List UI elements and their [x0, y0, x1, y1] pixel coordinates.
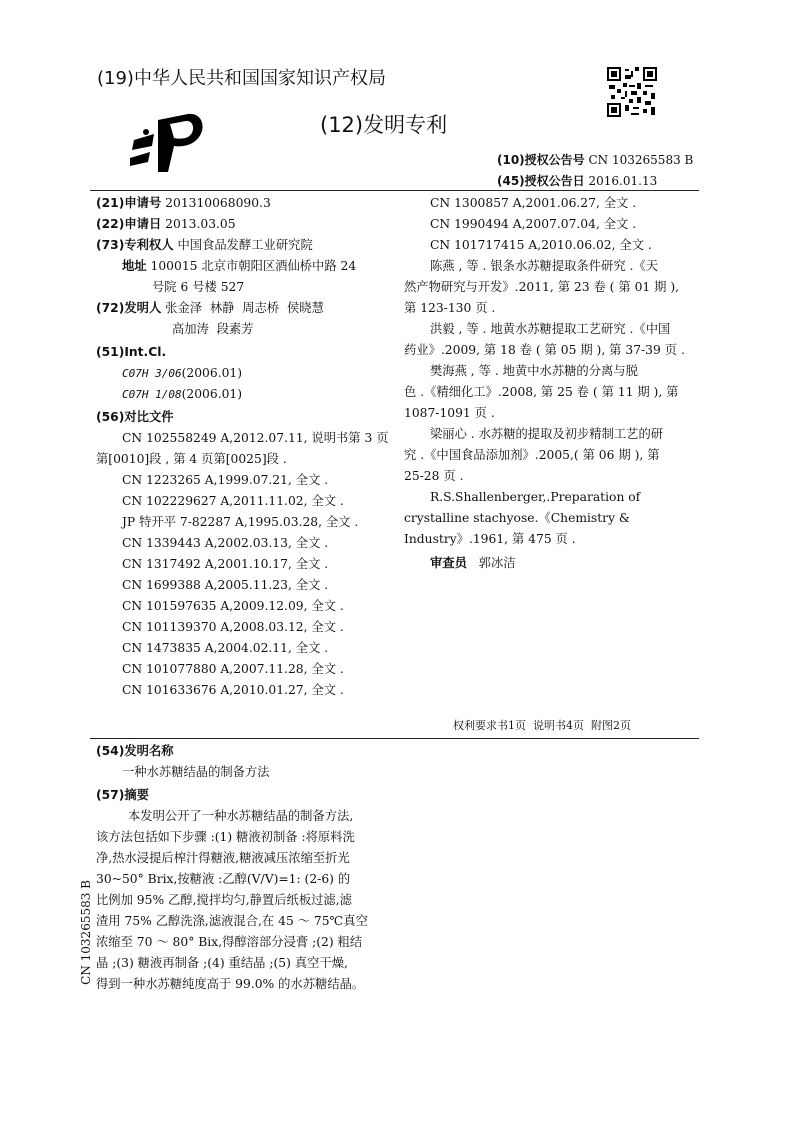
- ref-item: 梁丽心 . 水苏糖的提取及初步精制工艺的研: [430, 427, 664, 441]
- ref-item: CN 1473835 A,2004.02.11, 全文 .: [122, 641, 329, 655]
- pub-date-label: (45)授权公告日: [497, 174, 585, 188]
- ref-item: CN 102558249 A,2012.07.11, 说明书第 3 页: [122, 431, 389, 445]
- page-count: 权利要求书1页 说明书4页 附图2页: [453, 719, 631, 732]
- ref-item: 究 .《中国食品添加剂》.2005,( 第 06 期 ), 第: [404, 448, 660, 462]
- abstract-line: 本发明公开了一种水苏糖结晶的制备方法,: [128, 809, 354, 823]
- ref-item: CN 1223265 A,1999.07.21, 全文 .: [122, 473, 329, 487]
- ref-item: crystalline stachyose.《Chemistry &: [404, 511, 630, 525]
- abstract-line: 净,热水浸提后榨汁得糖液,糖液减压浓缩至折光: [96, 851, 350, 865]
- ref-item: CN 102229627 A,2011.11.02, 全文 .: [122, 494, 344, 508]
- inventor-label: (72)发明人: [96, 301, 162, 315]
- refs-label: (56)对比文件: [96, 410, 174, 424]
- ipc-date-2: (2006.01): [181, 387, 243, 401]
- abstract-line: 渣用 75% 乙醇洗涤,滤液混合,在 45 ～ 75℃真空: [96, 914, 368, 928]
- abstract-line: 浓缩至 70 ～ 80° Bix,得醇溶部分浸膏 ;(2) 粗结: [96, 935, 363, 949]
- left-column: [96, 193, 416, 701]
- ref-item: JP 特开平 7-82287 A,1995.03.28, 全文 .: [122, 515, 359, 529]
- bottom-divider: [90, 738, 699, 739]
- ref-item: Industry》.1961, 第 475 页 .: [404, 532, 576, 546]
- title-label: (54)发明名称: [96, 744, 174, 758]
- ref-item: CN 101077880 A,2007.11.28, 全文 .: [122, 662, 344, 676]
- ref-item: 樊海燕 , 等 . 地黄中水苏糖的分离与脱: [430, 364, 638, 378]
- owner: 中国食品发酵工业研究院: [177, 238, 313, 252]
- ipc-date-1: (2006.01): [181, 366, 243, 380]
- abstract-line: 比例加 95% 乙醇,搅拌均匀,静置后纸板过滤,滤: [96, 893, 352, 907]
- intcl-label: (51)Int.Cl.: [96, 345, 167, 359]
- address-line-2: 号院 6 号楼 527: [152, 280, 245, 294]
- address-line-1: 100015 北京市朝阳区酒仙桥中路 24: [150, 259, 357, 273]
- publication-info: [497, 150, 693, 192]
- pub-number-value: CN 103265583 B: [588, 153, 694, 167]
- pub-number-label: (10)授权公告号: [497, 153, 585, 167]
- ref-item: CN 101139370 A,2008.03.12, 全文 .: [122, 620, 344, 634]
- ref-item: 1087-1091 页 .: [404, 406, 495, 420]
- top-divider: [90, 190, 699, 191]
- app-date: 2013.03.05: [165, 217, 236, 231]
- ref-item: 药业》.2009, 第 18 卷 ( 第 05 期 ), 第 37-39 页 .: [404, 343, 685, 357]
- qr-code: [607, 67, 657, 117]
- document-type: (12)发明专利: [320, 113, 448, 137]
- ref-item: R.S.Shallenberger,.Preparation of: [430, 490, 641, 504]
- abstract-section: [96, 741, 396, 995]
- abstract-line: 该方法包括如下步骤 :(1) 糖液初制备 :将原料洗: [96, 830, 355, 844]
- ipc-code-1: C07H 3/06: [122, 367, 182, 380]
- ipc-code-2: C07H 1/08: [122, 388, 182, 401]
- pub-date-value: 2016.01.13: [588, 174, 658, 188]
- ref-item: 色 .《精细化工》.2008, 第 25 卷 ( 第 11 期 ), 第: [404, 385, 679, 399]
- ref-item: CN 1339443 A,2002.03.13, 全文 .: [122, 536, 329, 550]
- ref-item: 第 123-130 页 .: [404, 301, 496, 315]
- ref-item: CN 101717415 A,2010.06.02, 全文 .: [430, 238, 652, 252]
- pub-number-row: [497, 150, 693, 171]
- abstract-label: (57)摘要: [96, 788, 149, 802]
- invention-title: 一种水苏糖结晶的制备方法: [122, 765, 270, 779]
- inventors-line-1: 张金泽 林静 周志桥 侯晓慧: [165, 301, 324, 315]
- right-column: [404, 193, 699, 574]
- abstract-line: 晶 ;(3) 糖液再制备 ;(4) 重结晶 ;(5) 真空干燥,: [96, 956, 348, 970]
- app-date-label: (22)申请日: [96, 217, 162, 231]
- ref-item: 第[0010]段 , 第 4 页第[0025]段 .: [96, 452, 287, 466]
- ref-item: CN 1300857 A,2001.06.27, 全文 .: [430, 196, 637, 210]
- pub-date-row: [497, 171, 693, 192]
- ref-item: 25-28 页 .: [404, 469, 464, 483]
- office-heading: (19)中华人民共和国国家知识产权局: [97, 68, 386, 89]
- examiner: 郭冰洁: [478, 556, 516, 570]
- side-patent-number: CN 103265583 B: [79, 880, 93, 985]
- app-no-label: (21)申请号: [96, 196, 162, 210]
- cnipa-logo: [130, 112, 206, 174]
- ref-item: 然产物研究与开发》.2011, 第 23 卷 ( 第 01 期 ),: [404, 280, 680, 294]
- address-label: 地址: [122, 259, 147, 273]
- owner-label: (73)专利权人: [96, 238, 174, 252]
- app-no: 201310068090.3: [165, 196, 271, 210]
- ref-item: 陈燕 , 等 . 银条水苏糖提取条件研究 .《天: [430, 259, 659, 273]
- ref-item: CN 1699388 A,2005.11.23, 全文 .: [122, 578, 329, 592]
- ref-item: CN 101597635 A,2009.12.09, 全文 .: [122, 599, 344, 613]
- inventors-line-2: 高加涛 段素芳: [172, 322, 254, 336]
- ref-item: 洪毅 , 等 . 地黄水苏糖提取工艺研究 .《中国: [430, 322, 671, 336]
- ref-item: CN 1317492 A,2001.10.17, 全文 .: [122, 557, 329, 571]
- examiner-label: 审查员: [430, 556, 467, 570]
- abstract-line: 30~50° Brix,按糖液 :乙醇(V/V)=1: (2-6) 的: [96, 872, 351, 886]
- ref-item: CN 101633676 A,2010.01.27, 全文 .: [122, 683, 344, 697]
- ref-item: CN 1990494 A,2007.07.04, 全文 .: [430, 217, 637, 231]
- abstract-line: 得到一种水苏糖纯度高于 99.0% 的水苏糖结晶。: [96, 977, 365, 991]
